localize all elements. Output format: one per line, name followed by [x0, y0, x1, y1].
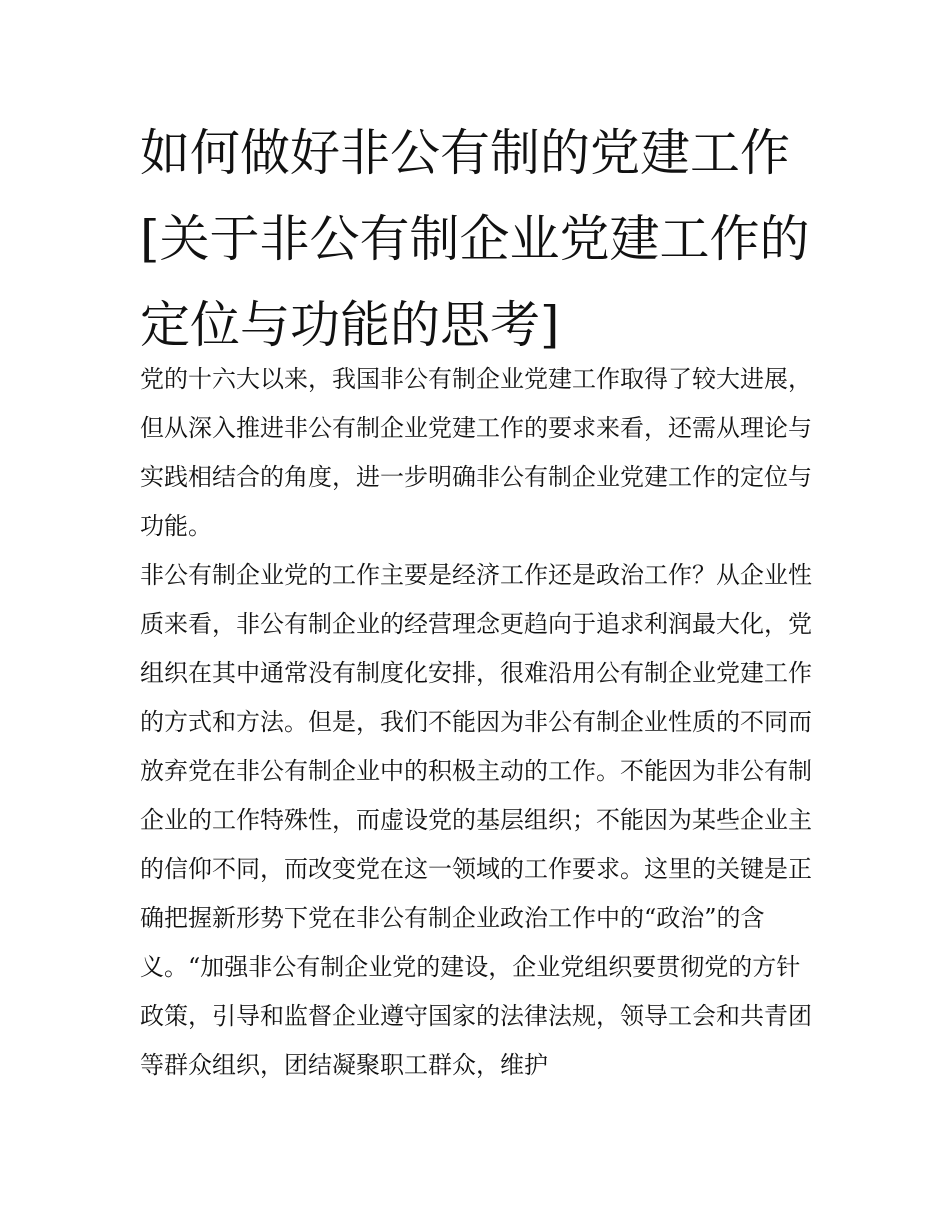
document-body [140, 355, 820, 1090]
paragraph-2: 非公有制企业党的工作主要是经济工作还是政治工作？从企业性质来看，非公有制企业的经营理念更趋向于追求利润最大化，党组织在其中通常没有制度化安排，很难沿用公有制企业党建工作的方式和方法。但是，我们不能因为非公有制企业性质的不同而放弃党在非公有制企业中的积极主动的工作。不能因为非公有制企业的工作特殊性，而虚设党的基层组织；不能因为某些企业主的信仰不同，而改变党在这一领域的工作要求。这里的关键是正确把握新形势下党在非公有制企业政治工作中的“政治”的含义。“加强非公有制企业党的建设，企业党组织要贯彻党的方针政策，引导和监督企业遵守国家的法律法规，领导工会和共青团等群众组织，团结凝聚职工群众，维护 [140, 561, 812, 1079]
document-title: 如何做好非公有制的党建工作[关于非公有制企业党建工作的定位与功能的思考] [140, 124, 810, 354]
paragraph-1: 党的十六大以来，我国非公有制企业党建工作取得了较大进展，但从深入推进非公有制企业党建工作的要求来看，还需从理论与实践相结合的角度，进一步明确非公有制企业党建工作的定位与功能。 [140, 365, 812, 540]
